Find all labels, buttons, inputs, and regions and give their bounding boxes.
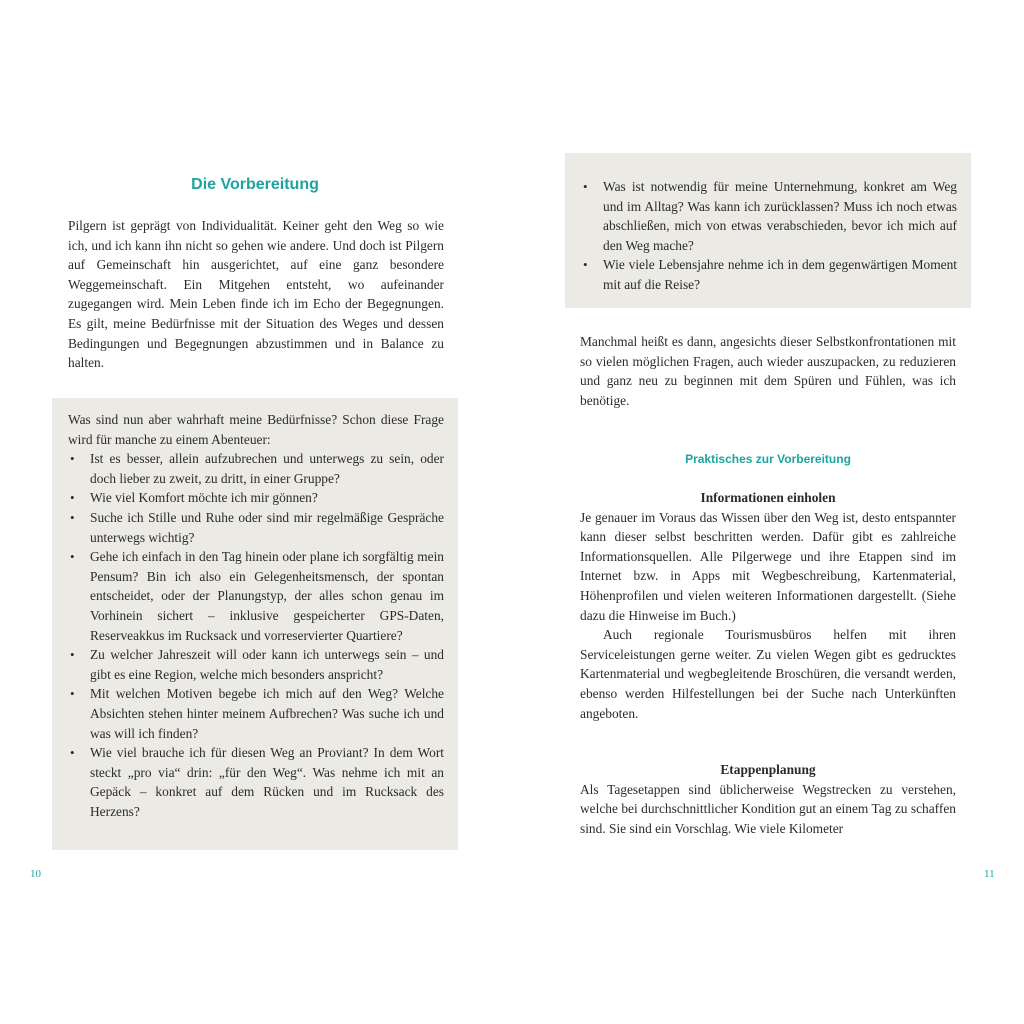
bullet-icon: • — [70, 451, 75, 467]
list-item: • Zu welcher Jahreszeit will oder kann ich unterwegs sein – und gibt es eine Region, welche mich besonders anspricht? — [70, 647, 444, 682]
section-heading: Praktisches zur Vorbereitung — [685, 452, 851, 466]
list-item: • Wie viele Lebensjahre nehme ich in dem gegenwärtigen Moment mit auf die Reise? — [583, 257, 957, 292]
list-item: • Ist es besser, allein aufzubrechen und unterwegs zu sein, oder doch lieber zu zweit, zu dritt, in einer Gruppe? — [70, 451, 444, 486]
section-title-information: Informationen einholen — [700, 490, 836, 505]
list-item: • Was ist notwendig für meine Unternehmung, konkret am Weg und im Alltag? Was kann ich zurücklassen? Muss ich noch etwas abschließen, mich von etwas verabschieden, bevor ich mich auf den Weg mache? — [583, 179, 957, 253]
questions-box — [52, 398, 458, 850]
questions-box-continued — [565, 153, 971, 308]
information-paragraph-2: Auch regionale Tourismusbüros helfen mit ihren Serviceleistungen gerne weiter. Zu vielen Wegen gibt es gedrucktes Kartenmaterial und wegbegleitende Broschüren, die versandt werden, ebenso werden Hilfestellungen bei der Suche nach Unterkünften angeboten. — [580, 627, 956, 721]
list-item: • Wie viel Komfort möchte ich mir gönnen? — [68, 488, 444, 508]
list-item: • Gehe ich einfach in den Tag hinein oder plane ich sorgfältig mein Pensum? Bin ich also ein Gelegenheitsmensch, der spontan entscheidet, oder der Planungstyp, der alles schon genau im Vorhinein sichert – inklusive gespeicherter GPS-Daten, Reserveakkus im Rucksack und vorreservierter Quartiere? — [70, 549, 444, 643]
reflection-paragraph — [580, 332, 956, 410]
questions-box-continued-content — [581, 177, 957, 295]
information-paragraph-1: Je genauer im Voraus das Wissen über den Weg ist, desto entspannter kann dieser selbst beschritten werden. Dafür gibt es zahlreiche Informationsquellen. Alle Pilgerwege und ihre Etappen sind im Internet bzw. in Apps mit Wegbeschreibung, Kartenmaterial, Höhenprofilen und vielen weiteren Informationen dargestellt. (Siehe dazu die Hinweise im Buch.) — [580, 509, 956, 623]
section-information — [580, 488, 956, 723]
intro-text: Pilgern ist geprägt von Individualität. Keiner geht den Weg so wie ich, und ich kann ihn nicht so gehen wie andere. Und doch ist Pilgern auf Gemeinschaft hin ausgerichtet, auf eine ganz besondere Weggemeinschaft. Ein Mitgehen entsteht, wo aufeinander zugegangen wird. Mein Leben finde ich im Echo der Begegnungen. Es gilt, meine Bedürfnisse mit der Situation des Weges und dessen Bedingungen und Begegnungen abzustimmen und in Balance zu halten. — [68, 218, 444, 371]
bullet-icon: • — [583, 257, 588, 273]
page-number-left: 10 — [30, 868, 41, 880]
bullet-icon: • — [70, 647, 75, 663]
intro-paragraph — [68, 216, 444, 373]
questions-lead: Was sind nun aber wahrhaft meine Bedürfnisse? Schon diese Frage wird für manche zu einem Abenteuer: — [68, 412, 444, 447]
bullet-icon: • — [70, 686, 75, 702]
chapter-heading: Die Vorbereitung — [191, 176, 319, 193]
questions-list — [68, 449, 444, 821]
stage-planning-paragraph: Als Tagesetappen sind üblicherweise Wegstrecken zu verstehen, welche bei durchschnittlicher Kondition gut an einem Tag zu schaffen sind. Sie sind ein Vorschlag. Wie viele Kilometer — [580, 781, 956, 836]
section-stage-planning — [580, 760, 956, 838]
questions-box-content — [68, 410, 444, 821]
section-title-stage-planning: Etappenplanung — [720, 762, 816, 777]
questions-list-continued — [581, 177, 957, 295]
page-number-right: 11 — [984, 868, 995, 880]
list-item: • Suche ich Stille und Ruhe oder sind mir regelmäßige Gespräche unterwegs wichtig? — [70, 509, 444, 545]
bullet-icon: • — [70, 549, 75, 565]
bullet-icon: • — [70, 745, 75, 761]
reflection-text: Manchmal heißt es dann, angesichts dieser Selbstkonfrontationen mit so vielen möglichen Fragen, auch wieder auszupacken, zu reduzieren und ganz neu zu beginnen mit dem Spüren und Fühlen, was ich benötige. — [580, 334, 956, 408]
bullet-icon: • — [583, 179, 588, 194]
list-item: • Mit welchen Motiven begebe ich mich auf den Weg? Welche Absichten stehen hinter meinem Aufbrechen? Was suche ich und was will ich finden? — [70, 686, 444, 741]
bullet-icon: • — [70, 509, 75, 525]
list-item: • Wie viel brauche ich für diesen Weg an Proviant? In dem Wort steckt „pro via“ drin: „für den Weg“. Was nehme ich mit an Gepäck – konkret auf dem Rücken und im Rucksack des Herzens? — [70, 745, 444, 819]
bullet-icon: • — [70, 490, 75, 506]
